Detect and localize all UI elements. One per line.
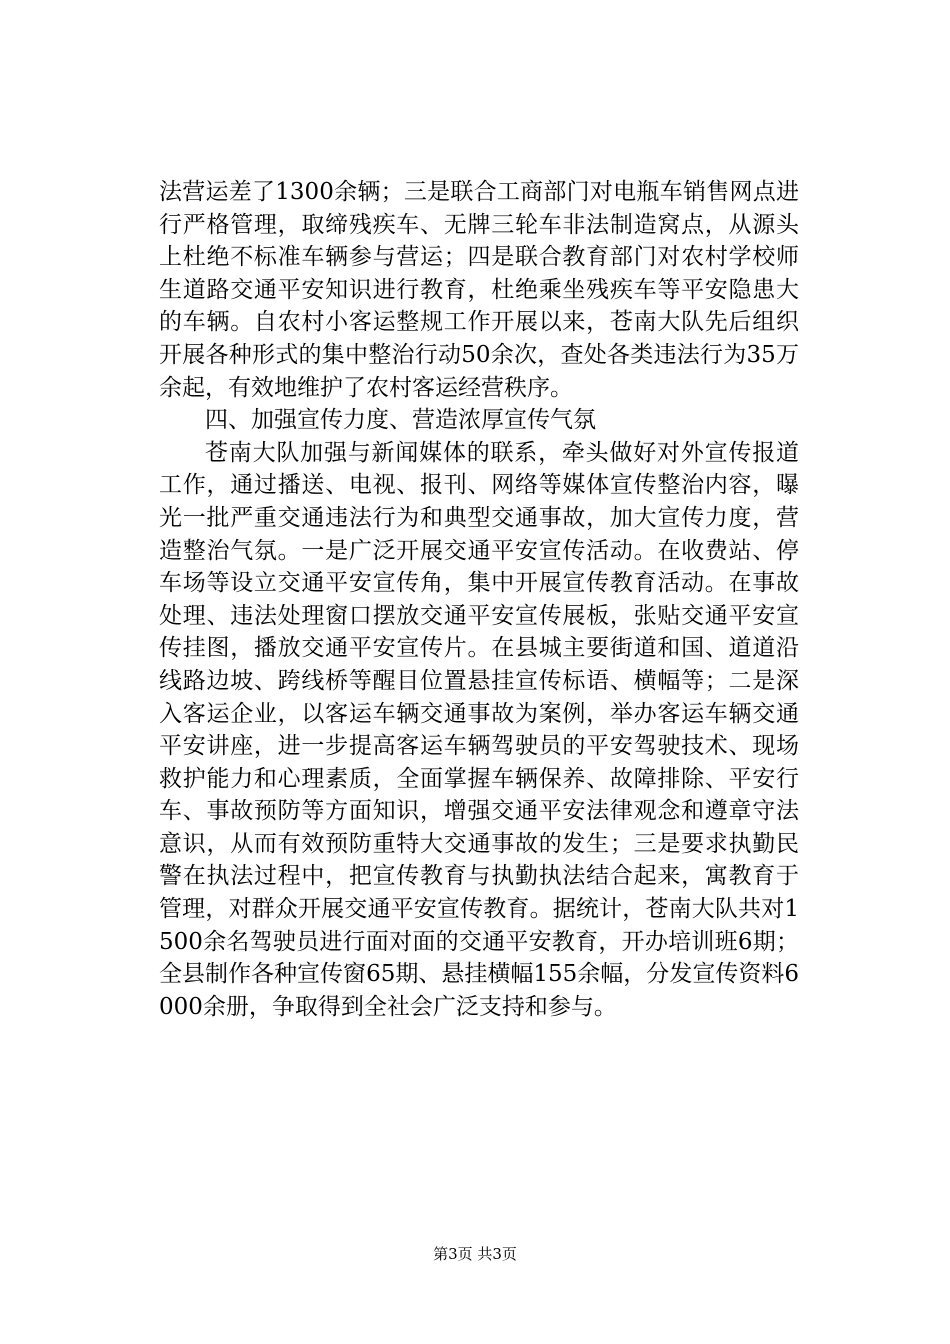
paragraph-body: 苍南大队加强与新闻媒体的联系，牵头做好对外宣传报道工作，通过播送、电视、报刊、网络等媒体宣传整治内容，曝光一批严重交通违法行为和典型交通事故，加大宣传力度，营造整治气氛。一是广泛开展交通平安宣传活动。在收费站、停车场等设立交通平安宣传角，集中开展宣传教育活动。在事故处理、违法处理窗口摆放交通平安宣传展板，张贴交通平安宣传挂图，播放交通平安宣传片。在县城主要街道和国、道道沿线路边坡、跨线桥等醒目位置悬挂宣传标语、横幅等；二是深入客运企业，以客运车辆交通事故为案例，举办客运车辆交通平安讲座，进一步提高客运车辆驾驶员的平安驾驶技术、现场救护能力和心理素质，全面掌握车辆保养、故障排除、平安行车、事故预防等方面知识，增强交通平安法律观念和遵章守法意识，从而有效预防重特大交通事故的发生；三是要求执勤民警在执法过程中，把宣传教育与执勤执法结合起来，寓教育于管理，对群众开展交通平安宣传教育。据统计，苍南大队共对1500余名驾驶员进行面对面的交通平安教育，开办培训班6期；全县制作各种宣传窗65期、悬挂横幅155余幅，分发宣传资料6000余册，争取得到全社会广泛支持和参与。 bbox=[159, 439, 799, 1020]
page-number-label: 第3页 共3页 bbox=[433, 1245, 517, 1263]
document-body bbox=[159, 176, 799, 1023]
page-footer bbox=[0, 1244, 950, 1264]
paragraph-continuation: 法营运差了1300余辆；三是联合工商部门对电瓶车销售网点进行严格管理，取缔残疾车、无牌三轮车非法制造窝点，从源头上杜绝不标准车辆参与营运；四是联合教育部门对农村学校师生道路交通平安知识进行教育，杜绝乘坐残疾车等平安隐患大的车辆。自农村小客运整规工作开展以来，苍南大队先后组织开展各种形式的集中整治行动50余次，查处各类违法行为35万余起，有效地维护了农村客运经营秩序。 bbox=[159, 179, 799, 401]
section-heading: 四、加强宣传力度、营造浓厚宣传气氛 bbox=[205, 407, 596, 434]
